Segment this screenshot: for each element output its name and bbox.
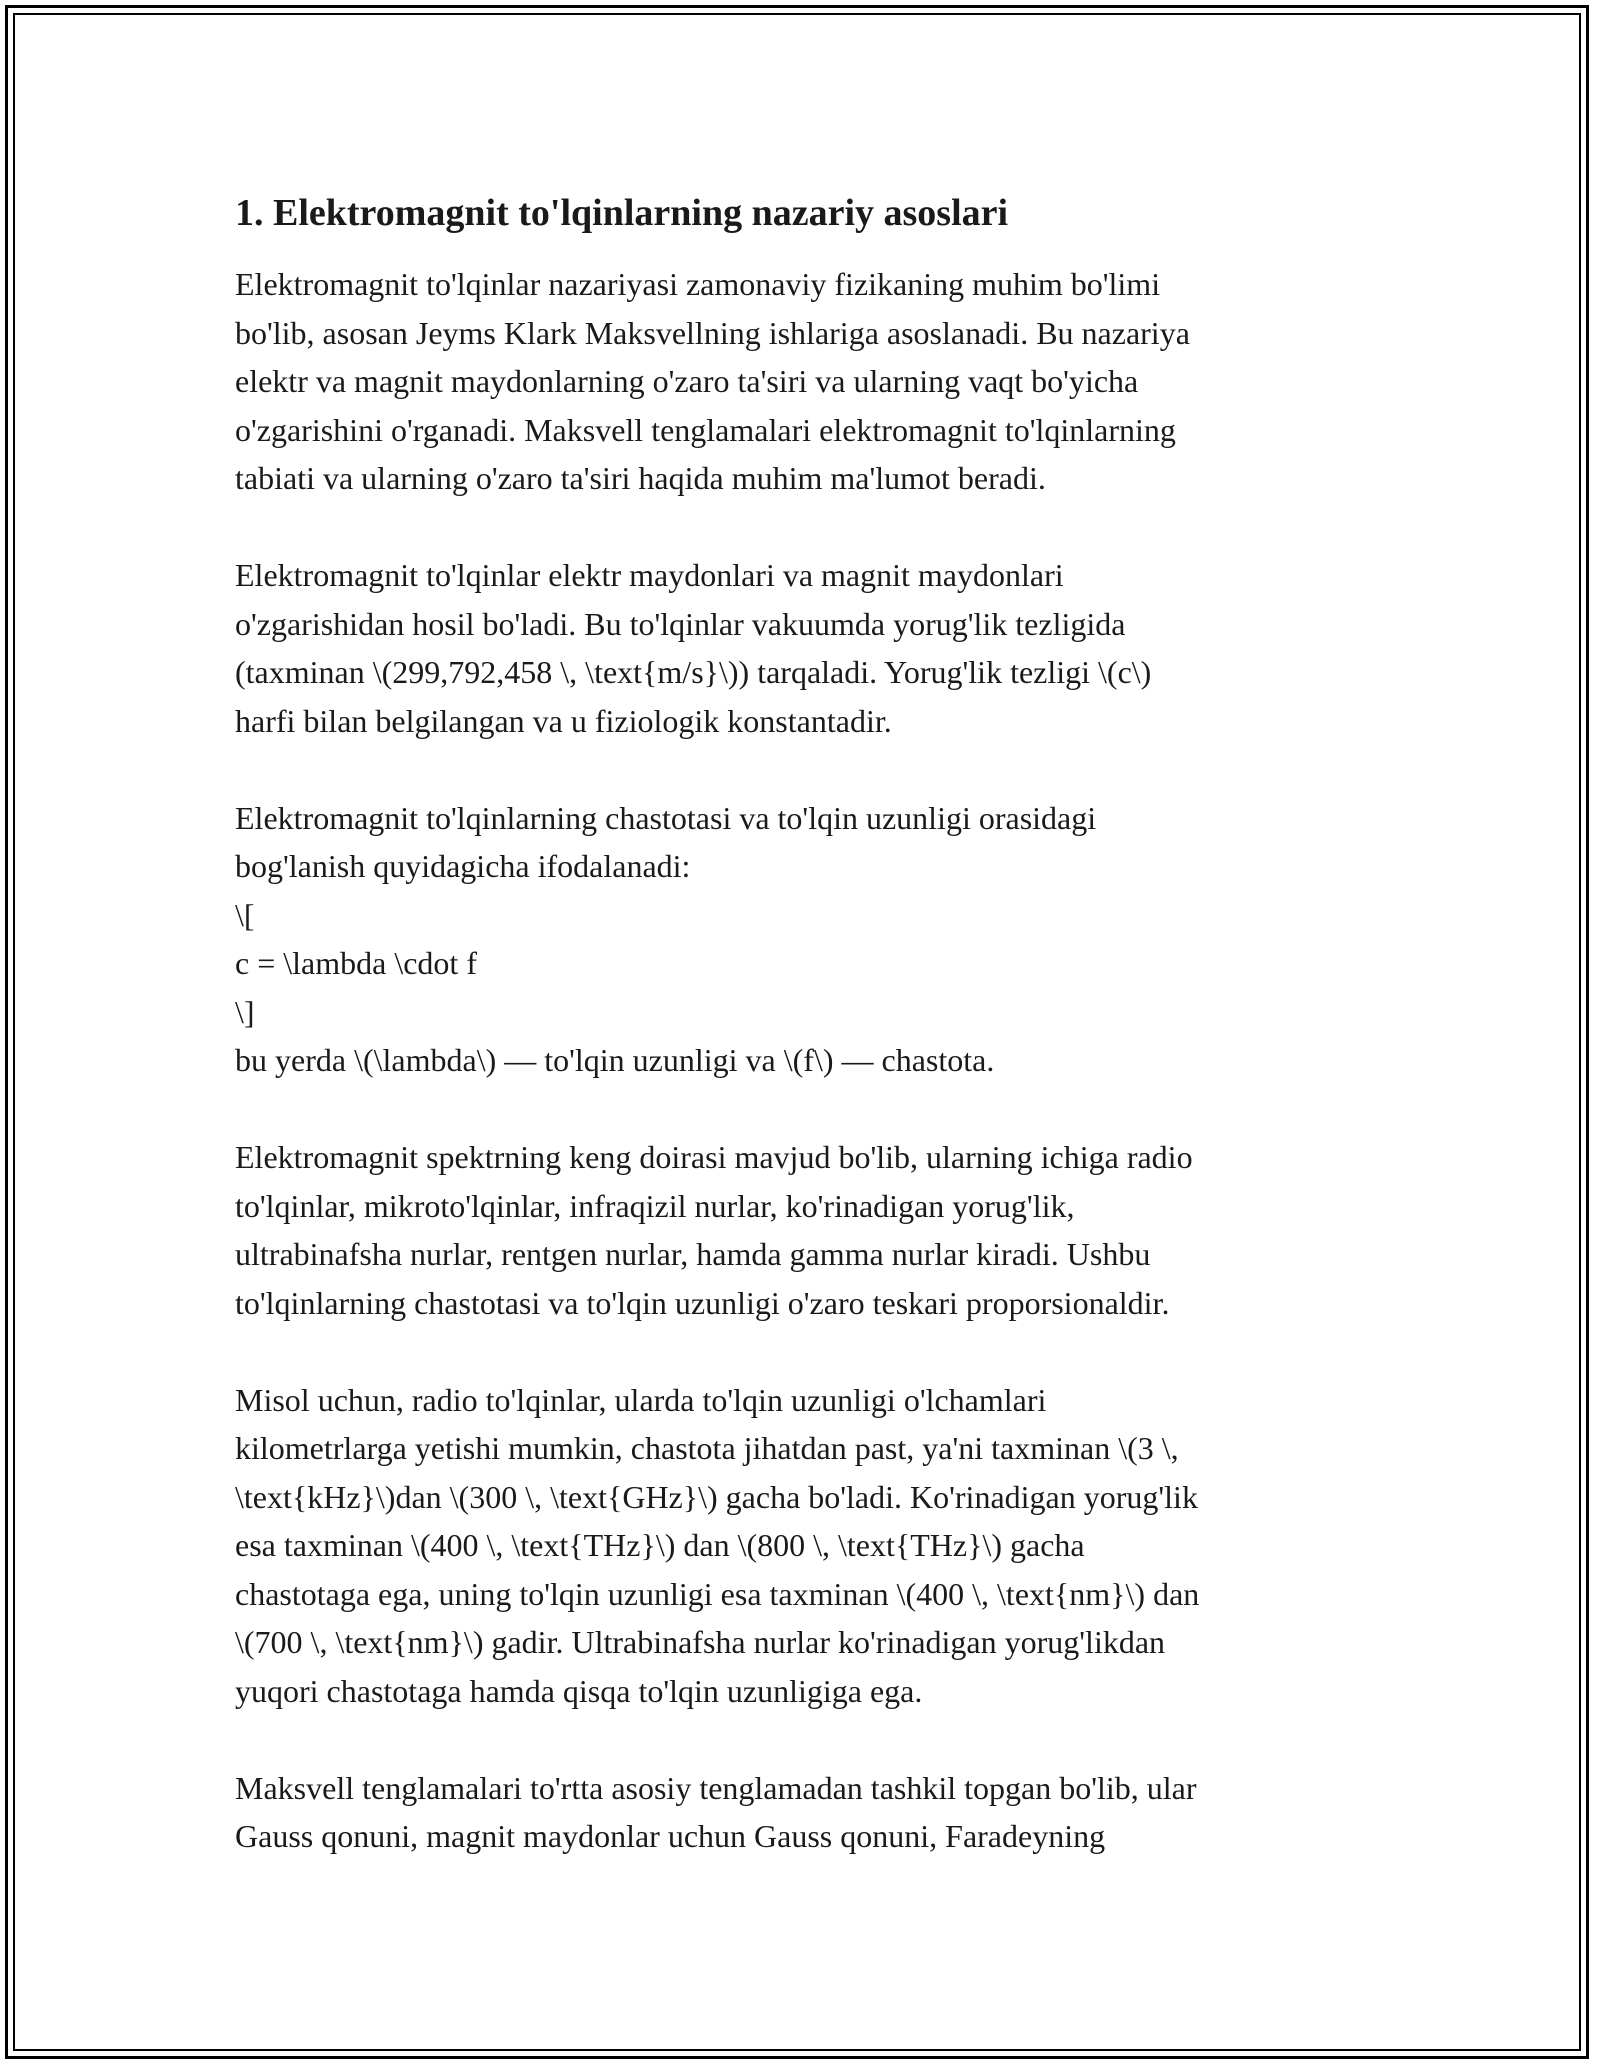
- text-line: elektr va magnit maydonlarning o'zaro ta'siri va ularning vaqt bo'yicha: [235, 363, 1139, 399]
- formula-close: \]: [235, 993, 255, 1030]
- text-line: o'zgarishidan hosil bo'ladi. Bu to'lqinlar vakuumda yorug'lik tezligida: [235, 605, 1126, 642]
- text-line: kilometrlarga yetishi mumkin, chastota jihatdan past, ya'ni taxminan \(3 \,: [235, 1430, 1179, 1466]
- paragraph-6: [235, 1764, 1375, 1861]
- text-line: yuqori chastotaga hamda qisqa to'lqin uzunligiga ega.: [235, 1672, 923, 1709]
- text-line: bo'lib, asosan Jeyms Klark Maksvellning ishlariga asoslanadi. Bu nazariya: [235, 314, 1190, 351]
- paragraph-5: [235, 1376, 1375, 1716]
- text-line: Misol uchun, radio to'lqinlar, ularda to'lqin uzunligi o'lchamlari: [235, 1381, 1047, 1418]
- formula-open: \[: [235, 896, 255, 933]
- text-line: \text{kHz}\)dan \(300 \, \text{GHz}\) gacha bo'ladi. Ko'rinadigan yorug'lik: [235, 1478, 1198, 1515]
- text-line: Maksvell tenglamalari to'rtta asosiy tenglamadan tashkil topgan bo'lib, ular: [235, 1769, 1197, 1806]
- paragraph-2: [235, 551, 1375, 745]
- text-line: o'zgarishini o'rganadi. Maksvell tenglamalari elektromagnit to'lqinlarning: [235, 411, 1176, 448]
- text-line: Gauss qonuni, magnit maydonlar uchun Gauss qonuni, Faradeyning: [235, 1818, 1106, 1854]
- text-line: Elektromagnit spektrning keng doirasi mavjud bo'lib, ularning ichiga radio: [235, 1139, 1193, 1175]
- section-heading: 1. Elektromagnit to'lqinlarning nazariy asoslari: [235, 192, 1009, 234]
- text-line: Elektromagnit to'lqinlar elektr maydonlari va magnit maydonlari: [235, 557, 1064, 593]
- text-line: to'lqinlar, mikroto'lqinlar, infraqizil nurlar, ko'rinadigan yorug'lik,: [235, 1187, 1075, 1224]
- paragraph-1: [235, 260, 1375, 503]
- text-line: harfi bilan belgilangan va u fiziologik konstantadir.: [235, 702, 892, 739]
- text-line: (taxminan \(299,792,458 \, \text{m/s}\)) tarqaladi. Yorug'lik tezligi \(c\): [235, 654, 1152, 690]
- text-line: \(700 \, \text{nm}\) gadir. Ultrabinafsha nurlar ko'rinadigan yorug'likdan: [235, 1624, 1166, 1660]
- text-line: Elektromagnit to'lqinlar nazariyasi zamonaviy fizikaning muhim bo'limi: [235, 266, 1161, 302]
- text-line: ultrabinafsha nurlar, rentgen nurlar, hamda gamma nurlar kiradi. Ushbu: [235, 1236, 1151, 1272]
- text-line: to'lqinlarning chastotasi va to'lqin uzunligi o'zaro teskari proporsionaldir.: [235, 1284, 1170, 1321]
- text-line: tabiati va ularning o'zaro ta'siri haqida muhim ma'lumot beradi.: [235, 460, 1046, 496]
- text-line: bu yerda \(\lambda\) — to'lqin uzunligi va \(f\) — chastota.: [235, 1042, 995, 1078]
- text-line: bog'lanish quyidagicha ifodalanadi:: [235, 848, 691, 884]
- paragraph-4: [235, 1133, 1375, 1327]
- formula-body: c = \lambda \cdot f: [235, 945, 477, 981]
- text-line: esa taxminan \(400 \, \text{THz}\) dan \(800 \, \text{THz}\) gacha: [235, 1527, 1085, 1563]
- paragraph-3: [235, 794, 1375, 1085]
- text-line: Elektromagnit to'lqinlarning chastotasi va to'lqin uzunligi orasidagi: [235, 799, 1097, 836]
- text-line: chastotaga ega, uning to'lqin uzunligi esa taxminan \(400 \, \text{nm}\) dan: [235, 1575, 1200, 1612]
- document-body: [235, 184, 1375, 1909]
